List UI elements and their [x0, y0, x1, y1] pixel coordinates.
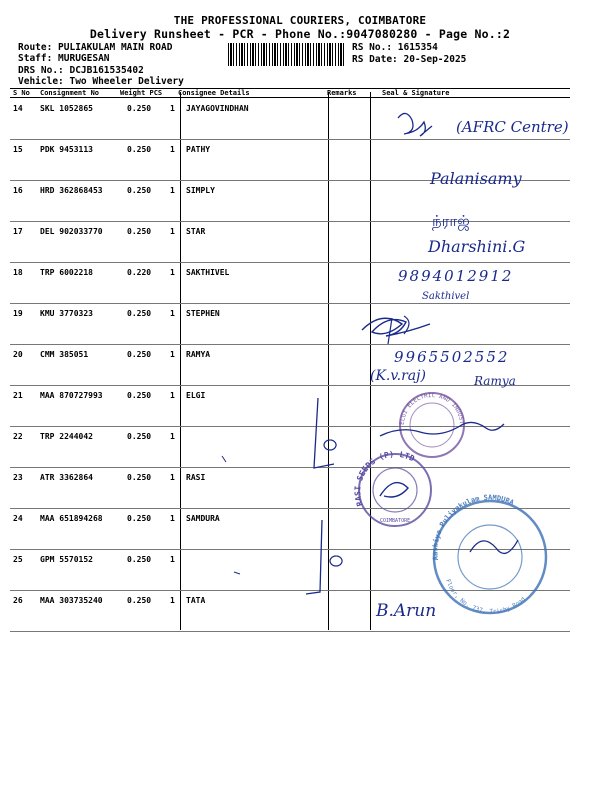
table-row: [10, 590, 570, 632]
table-row: [10, 385, 570, 427]
samdura-stamp-sub: Floor, No. 737, Trichy Road: [444, 578, 527, 616]
row-consignment: SKL 1052865: [40, 104, 93, 113]
row-weight: 0.250: [127, 186, 152, 195]
row-consignee: PATHY: [186, 145, 211, 154]
row-consignment: HRD 362868453: [40, 186, 103, 195]
handwriting-r20a: 9965502552: [394, 348, 510, 366]
row-sno: 18: [13, 268, 23, 277]
elgi-stamp-text: ELGI ELECTRIC AND INDUST: [398, 391, 466, 426]
row-consignment: MAA 303735240: [40, 596, 103, 605]
rasi-stamp-sub: COIMBATORE: [380, 518, 411, 524]
row-consignee: TATA: [186, 596, 206, 605]
row-consignee: SIMPLY: [186, 186, 215, 195]
row-weight: 0.220: [127, 268, 152, 277]
handwriting-r18b: Sakthivel: [422, 291, 470, 302]
row-consignment: MAA 870727993: [40, 391, 103, 400]
row-pcs: 1: [170, 596, 175, 605]
table-row: [10, 467, 570, 509]
col-remarks: Remarks: [327, 89, 357, 97]
row-consignment: TRP 6002218: [40, 268, 93, 277]
handwriting-r20b: (K.v.raj): [370, 368, 426, 384]
runsheet-subtitle: Delivery Runsheet - PCR - Phone No.:9047080280 - Page No.:2: [89, 27, 511, 41]
rs-date: RS Date: 20-Sep-2025: [352, 54, 467, 65]
table-row: [10, 139, 570, 181]
row-weight: 0.250: [127, 227, 152, 236]
handwriting-r14: (AFRC Centre): [456, 118, 569, 136]
row-weight: 0.250: [127, 309, 152, 318]
table-row: [10, 344, 570, 386]
col-sno: S No: [13, 89, 30, 97]
row-consignment: KMU 3770323: [40, 309, 93, 318]
row-consignment: PDK 9453113: [40, 145, 93, 154]
handwriting-r17a: ந்ராஜ்: [432, 212, 470, 230]
table-row: [10, 180, 570, 222]
row-sno: 19: [13, 309, 23, 318]
row-pcs: 1: [170, 514, 175, 523]
row-weight: 0.250: [127, 145, 152, 154]
drs-number: DRS No.: DCJB161535402: [18, 65, 144, 76]
row-sno: 16: [13, 186, 23, 195]
row-sno: 23: [13, 473, 23, 482]
col-consignment: Consignment No: [40, 89, 100, 97]
rasi-stamp-text: RASI SEEDS (P) LTD: [353, 449, 416, 508]
table-row: [10, 221, 570, 263]
samdura-stamp-text: Aashiya Puliyakulam SAMDURA: [431, 493, 516, 561]
handwriting-r26: B.Arun: [376, 601, 437, 621]
row-pcs: 1: [170, 432, 175, 441]
row-pcs: 1: [170, 309, 175, 318]
row-pcs: 1: [170, 104, 175, 113]
table-row: [10, 98, 570, 140]
col-consignee: Consignee Details: [178, 89, 250, 97]
table-row: [10, 426, 570, 468]
row-pcs: 1: [170, 268, 175, 277]
row-weight: 0.250: [127, 514, 152, 523]
row-pcs: 1: [170, 145, 175, 154]
row-weight: 0.250: [127, 104, 152, 113]
rs-number: RS No.: 1615354: [352, 42, 438, 53]
row-weight: 0.250: [127, 350, 152, 359]
row-sno: 21: [13, 391, 23, 400]
row-pcs: 1: [170, 555, 175, 564]
row-weight: 0.250: [127, 432, 152, 441]
row-sno: 20: [13, 350, 23, 359]
row-pcs: 1: [170, 473, 175, 482]
row-consignment: GPM 5570152: [40, 555, 93, 564]
handwriting-r18a: 9894012912: [398, 267, 514, 285]
row-sno: 22: [13, 432, 23, 441]
row-consignee: SAKTHIVEL: [186, 268, 230, 277]
handwriting-r20c: Ramya: [474, 374, 516, 388]
row-consignee: STAR: [186, 227, 206, 236]
row-sno: 25: [13, 555, 23, 564]
row-consignee: STEPHEN: [186, 309, 220, 318]
row-pcs: 1: [170, 227, 175, 236]
col-weight-pcs: Weight PCS: [120, 89, 163, 97]
table-row: [10, 508, 570, 550]
handwriting-r17b: Dharshini.G: [428, 237, 526, 256]
table-row: [10, 549, 570, 591]
row-sno: 24: [13, 514, 23, 523]
row-pcs: 1: [170, 350, 175, 359]
row-weight: 0.250: [127, 391, 152, 400]
staff-label: Staff: MURUGESAN: [18, 53, 110, 64]
row-sno: 17: [13, 227, 23, 236]
row-consignee: ELGI: [186, 391, 206, 400]
row-consignee: SAMDURA: [186, 514, 220, 523]
table-row: [10, 262, 570, 304]
row-consignment: CMM 385051: [40, 350, 89, 359]
row-consignee: RASI: [186, 473, 206, 482]
row-weight: 0.250: [127, 555, 152, 564]
row-weight: 0.250: [127, 596, 152, 605]
company-title: THE PROFESSIONAL COURIERS, COIMBATORE: [173, 14, 427, 27]
row-pcs: 1: [170, 186, 175, 195]
row-weight: 0.250: [127, 473, 152, 482]
route-label: Route: PULIAKULAM MAIN ROAD: [18, 42, 173, 53]
row-consignment: ATR 3362864: [40, 473, 93, 482]
row-sno: 15: [13, 145, 23, 154]
barcode-image: [228, 43, 345, 66]
col-seal-signature: Seal & Signature: [382, 89, 450, 97]
table-row: [10, 303, 570, 345]
handwriting-r15: Palanisamy: [430, 169, 522, 188]
row-consignment: MAA 651894268: [40, 514, 103, 523]
row-consignee: RAMYA: [186, 350, 211, 359]
row-consignment: TRP 2244042: [40, 432, 93, 441]
row-consignment: DEL 902033770: [40, 227, 103, 236]
row-sno: 26: [13, 596, 23, 605]
vehicle-label: Vehicle: Two Wheeler Delivery: [18, 76, 184, 87]
row-consignee: JAYAGOVINDHAN: [186, 104, 249, 113]
row-sno: 14: [13, 104, 23, 113]
row-pcs: 1: [170, 391, 175, 400]
